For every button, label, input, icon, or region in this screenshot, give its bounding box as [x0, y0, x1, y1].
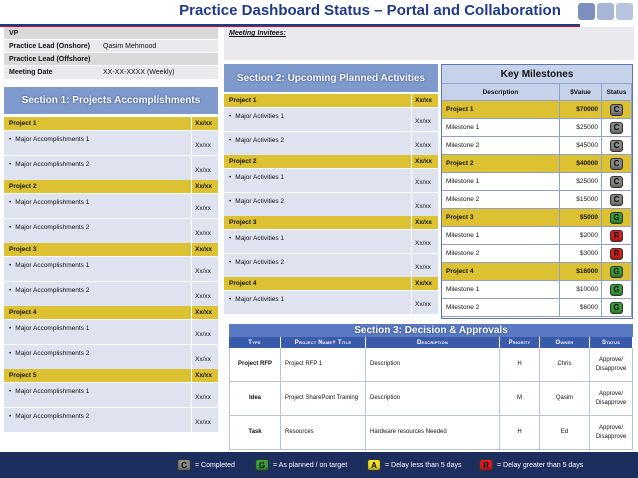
decision-cell-priority: H [500, 416, 540, 450]
page-title: Practice Dashboard Status – Portal and Collaboration [179, 2, 561, 19]
decision-header-type: Type [229, 337, 281, 348]
decision-header-status: Status [590, 337, 633, 348]
meeting-invitees-panel [224, 27, 634, 60]
milestone-status-cell [602, 245, 632, 263]
milestone-description: Project 3 [442, 209, 560, 227]
accomplishment-item-text: • Major Accomplishments 1 [4, 383, 191, 407]
vp-label: VP [9, 29, 19, 37]
accomplishment-project-date: Xx/xx [191, 369, 218, 382]
accomplishment-item-date: Xx/xx [191, 194, 218, 218]
meeting-label: Meeting Date [9, 69, 53, 76]
milestone-status-cell [602, 155, 632, 173]
accomplishment-project-name: Project 3 [4, 243, 191, 256]
activity-item-text: • Major Activities 2 [224, 254, 411, 277]
decision-cell-name: Project RFP 1 [281, 348, 366, 382]
accomplishment-item-date: Xx/xx [191, 320, 218, 344]
decision-cell-priority: H [500, 348, 540, 382]
status-badge: R [610, 230, 623, 242]
legend-item [177, 459, 235, 471]
milestone-status-cell [602, 137, 632, 155]
activity-project-row [224, 277, 438, 290]
milestone-description: Project 4 [442, 263, 560, 281]
activity-item-row [224, 229, 438, 253]
milestone-value: $40000 [560, 155, 602, 173]
offshore-label: Practice Lead (Offshore) [9, 55, 91, 63]
milestone-status-cell [602, 119, 632, 137]
decision-cell-type: Project RFP [229, 348, 281, 382]
milestone-status-cell [602, 227, 632, 245]
legend-item [479, 459, 583, 471]
decision-header-owner: Owner [540, 337, 590, 348]
accomplishment-item-row [4, 193, 218, 218]
accomplishment-item-row [4, 155, 218, 180]
decision-cell-owner: Chris [540, 348, 590, 382]
decision-cell-description: Hardware resources Needed [366, 416, 500, 450]
accomplishment-item-row [4, 256, 218, 281]
onshore-value: Qasim Mehmood [103, 42, 157, 50]
status-badge: C [610, 194, 623, 206]
decision-cell-type: Task [229, 416, 281, 450]
decision-header-description: Description [366, 337, 500, 348]
milestone-value: $2000 [560, 227, 602, 245]
accomplishment-item-text: • Major Accomplishments 1 [4, 257, 191, 281]
accomplishment-item-row [4, 218, 218, 243]
status-badge: G [610, 266, 623, 278]
activity-project-date: Xx/xx [411, 94, 438, 107]
decision-cell-name: Resources [281, 416, 366, 450]
activity-item-text: • Major Activities 2 [224, 193, 411, 216]
accomplishment-item-date: Xx/xx [191, 408, 218, 432]
milestone-status-cell [602, 263, 632, 281]
milestone-status-cell [602, 191, 632, 209]
decision-header-priority: Priority [500, 337, 540, 348]
milestone-description: Milestone 2 [442, 137, 560, 155]
milestone-project-row [442, 155, 632, 173]
milestone-project-row [442, 209, 632, 227]
accomplishment-item-row [4, 407, 218, 432]
decision-cell-type: Idea [229, 382, 281, 416]
legend-badge: C [177, 459, 191, 471]
milestone-description: Project 2 [442, 155, 560, 173]
activity-project-name: Project 2 [224, 155, 411, 168]
accomplishment-item-row [4, 319, 218, 344]
accomplishment-project-row [4, 306, 218, 319]
legend-label: = Delay less than 5 days [385, 461, 462, 469]
status-badge: G [610, 284, 623, 296]
status-badge: G [610, 302, 623, 314]
onshore-label: Practice Lead (Onshore) [9, 42, 90, 50]
activity-project-date: Xx/xx [411, 216, 438, 229]
offshore-row [4, 53, 218, 66]
milestone-row [442, 119, 632, 137]
milestone-description: Milestone 1 [442, 119, 560, 137]
accomplishment-project-name: Project 2 [4, 180, 191, 193]
accomplishment-project-name: Project 1 [4, 117, 191, 130]
activity-item-text: • Major Activities 1 [224, 169, 411, 192]
milestones-header-row [442, 84, 632, 101]
milestone-status-cell [602, 101, 632, 119]
milestone-value: $45000 [560, 137, 602, 155]
activity-item-row [224, 107, 438, 131]
status-badge: R [610, 248, 623, 260]
legend-label: = Delay greater than 5 days [497, 461, 584, 469]
accomplishment-item-row [4, 344, 218, 369]
activity-project-row [224, 94, 438, 107]
activity-item-row [224, 290, 438, 314]
decision-cell-name: Project SharePoint Training [281, 382, 366, 416]
accomplishment-project-row [4, 180, 218, 193]
milestones-header-value: $Value [560, 84, 602, 101]
accomplishment-item-date: Xx/xx [191, 282, 218, 306]
milestone-row [442, 281, 632, 299]
activity-item-row [224, 131, 438, 155]
activity-item-row [224, 192, 438, 216]
milestone-row [442, 173, 632, 191]
milestone-status-cell [602, 173, 632, 191]
legend-badge: A [367, 459, 381, 471]
accomplishment-project-row [4, 243, 218, 256]
milestone-status-cell [602, 281, 632, 299]
milestone-description: Milestone 1 [442, 173, 560, 191]
milestone-value: $16000 [560, 263, 602, 281]
legend-label: = As planned / on target [273, 461, 348, 469]
vp-row [4, 27, 218, 40]
legend-badge: G [255, 459, 269, 471]
activity-item-row [224, 168, 438, 192]
square-icon [597, 3, 614, 20]
milestone-description: Milestone 1 [442, 227, 560, 245]
legend-badge: R [479, 459, 493, 471]
milestone-project-row [442, 263, 632, 281]
accomplishment-project-date: Xx/xx [191, 306, 218, 319]
milestone-row [442, 191, 632, 209]
accomplishment-item-text: • Major Accomplishments 1 [4, 131, 191, 155]
accomplishment-project-date: Xx/xx [191, 180, 218, 193]
activity-item-date: Xx/xx [411, 132, 438, 155]
accomplishment-item-date: Xx/xx [191, 156, 218, 180]
accomplishment-project-date: Xx/xx [191, 117, 218, 130]
milestone-row [442, 299, 632, 317]
activity-item-text: • Major Activities 1 [224, 291, 411, 314]
status-badge: C [610, 122, 623, 134]
milestone-description: Project 1 [442, 101, 560, 119]
accomplishment-item-date: Xx/xx [191, 131, 218, 155]
accomplishment-project-date: Xx/xx [191, 243, 218, 256]
activity-item-text: • Major Activities 1 [224, 108, 411, 131]
milestone-value: $3000 [560, 245, 602, 263]
accomplishment-item-text: • Major Accomplishments 2 [4, 156, 191, 180]
milestone-value: $5000 [560, 209, 602, 227]
milestone-description: Milestone 2 [442, 299, 560, 317]
section1-title: Section 1: Projects Accomplishments [4, 87, 218, 114]
accomplishment-item-text: • Major Accomplishments 2 [4, 219, 191, 243]
decision-cell-status: Approve/ Disapprove [590, 348, 633, 382]
milestone-value: $70000 [560, 101, 602, 119]
milestone-project-row [442, 101, 632, 119]
activity-project-name: Project 4 [224, 277, 411, 290]
accomplishment-item-row [4, 130, 218, 155]
activity-project-date: Xx/xx [411, 155, 438, 168]
decision-cell-owner: Qasim [540, 382, 590, 416]
milestone-value: $6000 [560, 299, 602, 317]
accomplishment-project-row [4, 369, 218, 382]
milestone-value: $25000 [560, 119, 602, 137]
accomplishment-project-name: Project 5 [4, 369, 191, 382]
accomplishment-project-row [4, 117, 218, 130]
legend-item [255, 459, 347, 471]
accomplishment-item-text: • Major Accomplishments 2 [4, 408, 191, 432]
activity-project-date: Xx/xx [411, 277, 438, 290]
milestone-description: Milestone 2 [442, 191, 560, 209]
status-badge: C [610, 140, 623, 152]
status-badge: C [610, 158, 623, 170]
accomplishment-item-row [4, 281, 218, 306]
status-badge: G [610, 212, 623, 224]
milestone-row [442, 245, 632, 263]
activity-project-row [224, 155, 438, 168]
status-badge: C [610, 104, 623, 116]
activity-project-name: Project 3 [224, 216, 411, 229]
milestone-description: Milestone 2 [442, 245, 560, 263]
meeting-value: XX-XX-XXXX (Weekly) [103, 69, 175, 76]
milestone-description: Milestone 1 [442, 281, 560, 299]
milestone-status-cell [602, 209, 632, 227]
milestone-value: $15000 [560, 191, 602, 209]
legend-label: = Completed [195, 461, 235, 469]
meeting-row [4, 66, 218, 80]
accomplishment-project-name: Project 4 [4, 306, 191, 319]
accomplishment-item-date: Xx/xx [191, 383, 218, 407]
milestones-header-description: Description [442, 84, 560, 101]
square-icon [578, 3, 595, 20]
onshore-row [4, 40, 218, 53]
decision-cell-description: Description [366, 382, 500, 416]
accomplishment-item-text: • Major Accomplishments 2 [4, 282, 191, 306]
decision-cell-status: Approve/ Disapprove [590, 416, 633, 450]
decision-cell-priority: M [500, 382, 540, 416]
decision-cell-description: Description [366, 348, 500, 382]
legend-item [367, 459, 461, 471]
accomplishment-item-text: • Major Accomplishments 1 [4, 194, 191, 218]
activity-item-date: Xx/xx [411, 169, 438, 192]
activity-item-date: Xx/xx [411, 291, 438, 314]
activity-project-row [224, 216, 438, 229]
decision-cell-status: Approve/ Disapprove [590, 382, 633, 416]
activity-item-text: • Major Activities 2 [224, 132, 411, 155]
milestones-header-status: Status [602, 84, 632, 101]
section3-title: Section 3: Decision & Approvals [229, 324, 633, 337]
accomplishment-item-date: Xx/xx [191, 257, 218, 281]
activity-project-name: Project 1 [224, 94, 411, 107]
accomplishment-item-date: Xx/xx [191, 345, 218, 369]
accomplishment-item-row [4, 382, 218, 407]
section2-title: Section 2: Upcoming Planned Activities [224, 64, 438, 92]
activity-item-date: Xx/xx [411, 230, 438, 253]
accomplishment-item-text: • Major Accomplishments 2 [4, 345, 191, 369]
milestone-value: $10000 [560, 281, 602, 299]
accomplishment-item-text: • Major Accomplishments 1 [4, 320, 191, 344]
milestone-status-cell [602, 299, 632, 317]
milestone-row [442, 227, 632, 245]
accomplishment-item-date: Xx/xx [191, 219, 218, 243]
milestone-row [442, 137, 632, 155]
activity-item-date: Xx/xx [411, 108, 438, 131]
square-icon [616, 3, 633, 20]
milestone-value: $25000 [560, 173, 602, 191]
activity-item-date: Xx/xx [411, 254, 438, 277]
activity-item-row [224, 253, 438, 277]
activity-item-text: • Major Activities 1 [224, 230, 411, 253]
decision-cell-owner: Ed [540, 416, 590, 450]
milestones-title: Key Milestones [442, 65, 632, 84]
status-badge: C [610, 176, 623, 188]
activity-item-date: Xx/xx [411, 193, 438, 216]
decision-header-name: Project Name+ Title [281, 337, 366, 348]
invitees-label: Meeting Invitees: [229, 30, 286, 37]
